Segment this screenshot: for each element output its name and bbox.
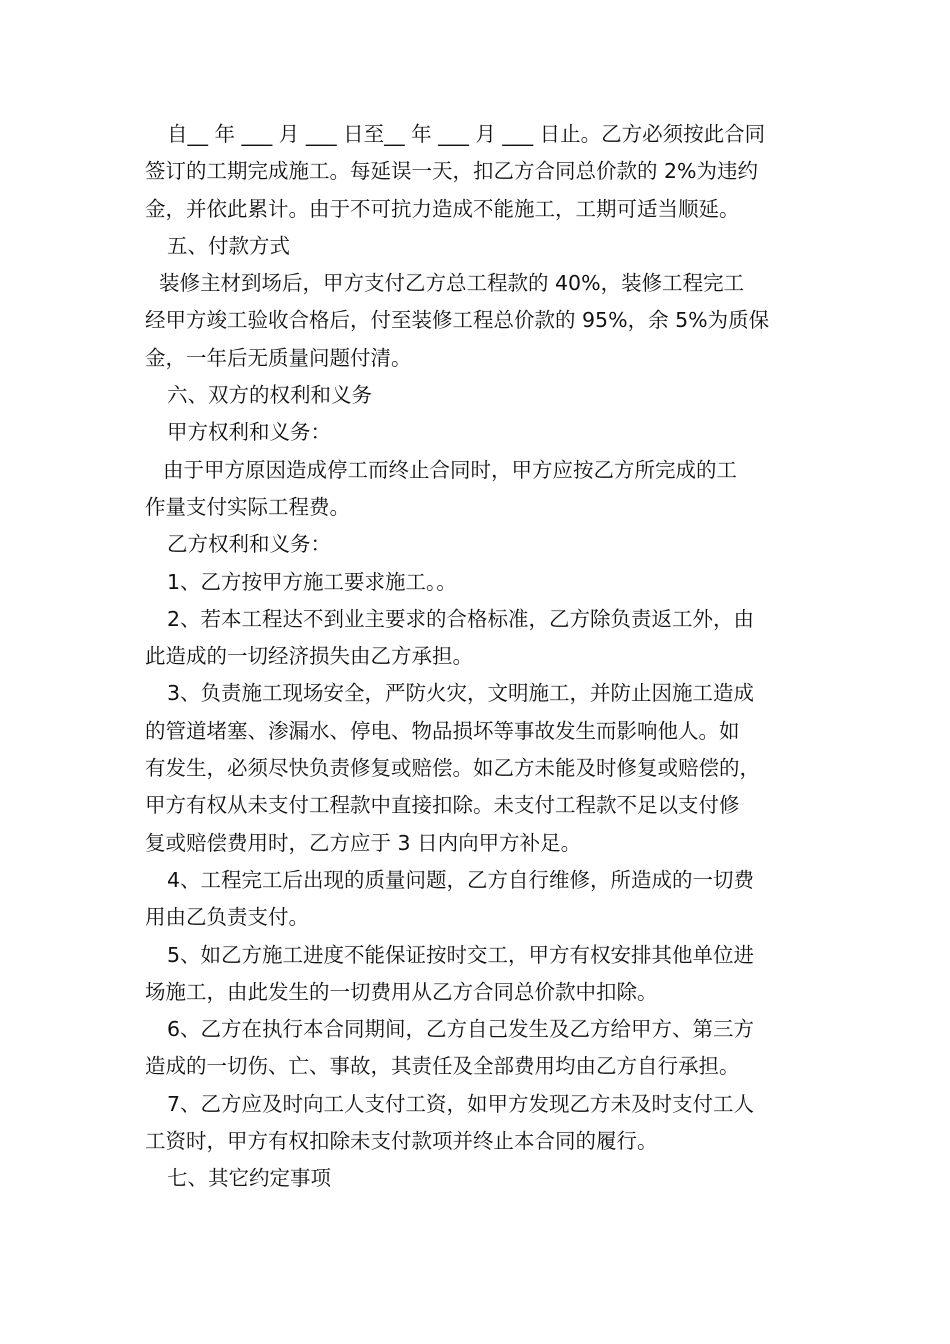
- text-line: 作量支付实际工程费。: [145, 494, 350, 519]
- text-line: 经甲方竣工验收合格后，付至装修工程总价款的 95%，余 5%为质保: [145, 308, 770, 333]
- text-line: 工资时，甲方有权扣除未支付款项并终止本合同的履行。: [145, 1129, 658, 1154]
- list-item: 2、若本工程达不到业主要求的合格标准，乙方除负责返工外，由: [167, 606, 755, 631]
- text-line: 由于甲方原因造成停工而终止合同时，甲方应按乙方所完成的工: [163, 457, 737, 482]
- text-line: 的管道堵塞、渗漏水、停电、物品损坏等事故发生而影响他人。如: [145, 718, 740, 743]
- subheading: 甲方权利和义务：: [167, 420, 331, 445]
- section-heading: 六、双方的权利和义务: [167, 383, 372, 408]
- list-item: 3、负责施工现场安全，严防火灾，文明施工，并防止因施工造成: [167, 681, 755, 706]
- text-line: 造成的一切伤、亡、事故，其责任及全部费用均由乙方自行承担。: [145, 1054, 740, 1079]
- text-line: 自__ 年 ___ 月 ___ 日至__ 年 ___ 月 ___ 日止。乙方必须按此合同: [167, 122, 766, 146]
- text-line: 此造成的一切经济损失由乙方承担。: [145, 644, 473, 669]
- subheading: 乙方权利和义务：: [167, 532, 331, 557]
- list-item: 4、工程完工后出现的质量问题，乙方自行维修，所造成的一切费: [167, 867, 755, 892]
- text-line: 金，一年后无质量问题付清。: [145, 345, 412, 370]
- text-line: 有发生，必须尽快负责修复或赔偿。如乙方未能及时修复或赔偿的，: [145, 756, 760, 781]
- list-item: 1、乙方按甲方施工要求施工。。: [167, 569, 457, 594]
- list-item: 5、如乙方施工进度不能保证按时交工，甲方有权安排其他单位进: [167, 942, 755, 967]
- text-line: 签订的工期完成施工。每延误一天，扣乙方合同总价款的 2%为违约: [145, 159, 759, 184]
- text-line: 甲方有权从未支付工程款中直接扣除。未支付工程款不足以支付修: [145, 793, 740, 818]
- text-line: 用由乙负责支付。: [145, 905, 309, 930]
- section-heading: 七、其它约定事项: [167, 1166, 331, 1191]
- list-item: 6、乙方在执行本合同期间，乙方自己发生及乙方给甲方、第三方: [167, 1017, 755, 1042]
- list-item: 7、乙方应及时向工人支付工资，如甲方发现乙方未及时支付工人: [167, 1091, 755, 1116]
- text-line: 金，并依此累计。由于不可抗力造成不能施工，工期可适当顺延。: [145, 196, 740, 221]
- section-heading: 五、付款方式: [167, 233, 290, 258]
- text-line: 场施工，由此发生的一切费用从乙方合同总价款中扣除。: [145, 979, 658, 1004]
- document-body: [145, 116, 810, 1198]
- text-line: 装修主材到场后，甲方支付乙方总工程款的 40%，装修工程完工: [159, 271, 745, 296]
- text-line: 复或赔偿费用时，乙方应于 3 日内向甲方补足。: [145, 830, 582, 855]
